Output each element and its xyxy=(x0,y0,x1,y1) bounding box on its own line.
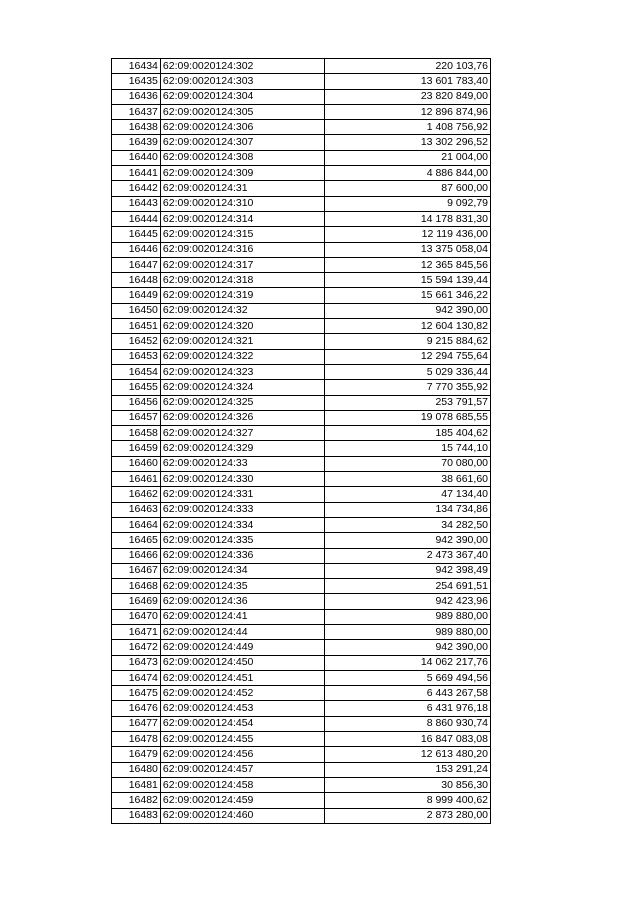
table-row xyxy=(112,395,491,410)
row-number: 16437 xyxy=(112,104,161,119)
row-number: 16438 xyxy=(112,120,161,135)
cadastral-value: 70 080,00 xyxy=(324,456,490,471)
table-row xyxy=(112,135,491,150)
cadastral-number: 62:09:0020124:309 xyxy=(160,166,324,181)
cadastral-number: 62:09:0020124:305 xyxy=(160,104,324,119)
row-number: 16450 xyxy=(112,303,161,318)
cadastral-value: 15 661 346,22 xyxy=(324,288,490,303)
row-number: 16455 xyxy=(112,380,161,395)
cadastral-value: 9 215 884,62 xyxy=(324,334,490,349)
table-row xyxy=(112,670,491,685)
cadastral-number: 62:09:0020124:31 xyxy=(160,181,324,196)
cadastral-number: 62:09:0020124:329 xyxy=(160,441,324,456)
cadastral-number: 62:09:0020124:324 xyxy=(160,380,324,395)
row-number: 16465 xyxy=(112,533,161,548)
cadastral-number: 62:09:0020124:333 xyxy=(160,502,324,517)
cadastral-value: 34 282,50 xyxy=(324,517,490,532)
cadastral-number: 62:09:0020124:325 xyxy=(160,395,324,410)
row-number: 16473 xyxy=(112,655,161,670)
cadastral-value: 12 294 755,64 xyxy=(324,349,490,364)
cadastral-value: 942 390,00 xyxy=(324,640,490,655)
cadastral-number: 62:09:0020124:449 xyxy=(160,640,324,655)
row-number: 16446 xyxy=(112,242,161,257)
cadastral-value: 942 390,00 xyxy=(324,303,490,318)
cadastral-value: 12 604 130,82 xyxy=(324,319,490,334)
cadastral-number: 62:09:0020124:316 xyxy=(160,242,324,257)
row-number: 16452 xyxy=(112,334,161,349)
cadastral-value: 2 873 280,00 xyxy=(324,808,490,823)
cadastral-value: 185 404,62 xyxy=(324,426,490,441)
table-row xyxy=(112,548,491,563)
cadastral-number: 62:09:0020124:41 xyxy=(160,609,324,624)
cadastral-number: 62:09:0020124:317 xyxy=(160,257,324,272)
table-row xyxy=(112,502,491,517)
table-row xyxy=(112,441,491,456)
cadastral-number: 62:09:0020124:457 xyxy=(160,762,324,777)
table-row xyxy=(112,563,491,578)
row-number: 16477 xyxy=(112,716,161,731)
cadastral-value: 87 600,00 xyxy=(324,181,490,196)
table-row xyxy=(112,533,491,548)
row-number: 16482 xyxy=(112,793,161,808)
cadastral-number: 62:09:0020124:458 xyxy=(160,777,324,792)
row-number: 16469 xyxy=(112,594,161,609)
row-number: 16456 xyxy=(112,395,161,410)
cadastral-number: 62:09:0020124:336 xyxy=(160,548,324,563)
table-row xyxy=(112,808,491,823)
row-number: 16436 xyxy=(112,89,161,104)
row-number: 16463 xyxy=(112,502,161,517)
table-row xyxy=(112,456,491,471)
table-row xyxy=(112,579,491,594)
row-number: 16475 xyxy=(112,686,161,701)
table-row xyxy=(112,196,491,211)
cadastral-value: 12 896 874,96 xyxy=(324,104,490,119)
table-row xyxy=(112,716,491,731)
table-row xyxy=(112,609,491,624)
cadastral-value: 989 880,00 xyxy=(324,624,490,639)
cadastral-value: 942 398,49 xyxy=(324,563,490,578)
table-row xyxy=(112,120,491,135)
cadastral-value: 23 820 849,00 xyxy=(324,89,490,104)
row-number: 16448 xyxy=(112,273,161,288)
table-row xyxy=(112,166,491,181)
cadastral-number: 62:09:0020124:331 xyxy=(160,487,324,502)
row-number: 16474 xyxy=(112,670,161,685)
row-number: 16444 xyxy=(112,211,161,226)
cadastral-number: 62:09:0020124:34 xyxy=(160,563,324,578)
cadastral-value: 6 443 267,58 xyxy=(324,686,490,701)
table-row xyxy=(112,74,491,89)
row-number: 16460 xyxy=(112,456,161,471)
cadastral-number: 62:09:0020124:44 xyxy=(160,624,324,639)
cadastral-number: 62:09:0020124:450 xyxy=(160,655,324,670)
row-number: 16434 xyxy=(112,59,161,74)
cadastral-number: 62:09:0020124:451 xyxy=(160,670,324,685)
cadastral-number: 62:09:0020124:321 xyxy=(160,334,324,349)
table-row xyxy=(112,747,491,762)
cadastral-number: 62:09:0020124:335 xyxy=(160,533,324,548)
cadastral-value-table xyxy=(111,58,491,824)
cadastral-number: 62:09:0020124:459 xyxy=(160,793,324,808)
row-number: 16441 xyxy=(112,166,161,181)
cadastral-value: 253 791,57 xyxy=(324,395,490,410)
table-row xyxy=(112,594,491,609)
cadastral-value: 13 302 296,52 xyxy=(324,135,490,150)
table-row xyxy=(112,701,491,716)
cadastral-value: 15 594 139,44 xyxy=(324,273,490,288)
row-number: 16447 xyxy=(112,257,161,272)
cadastral-number: 62:09:0020124:334 xyxy=(160,517,324,532)
cadastral-number: 62:09:0020124:314 xyxy=(160,211,324,226)
cadastral-number: 62:09:0020124:315 xyxy=(160,227,324,242)
row-number: 16480 xyxy=(112,762,161,777)
row-number: 16453 xyxy=(112,349,161,364)
cadastral-number: 62:09:0020124:33 xyxy=(160,456,324,471)
cadastral-value: 4 886 844,00 xyxy=(324,166,490,181)
cadastral-value: 1 408 756,92 xyxy=(324,120,490,135)
cadastral-value: 942 423,96 xyxy=(324,594,490,609)
cadastral-value: 220 103,76 xyxy=(324,59,490,74)
row-number: 16449 xyxy=(112,288,161,303)
table-row xyxy=(112,732,491,747)
row-number: 16462 xyxy=(112,487,161,502)
cadastral-value: 12 365 845,56 xyxy=(324,257,490,272)
row-number: 16439 xyxy=(112,135,161,150)
table-row xyxy=(112,777,491,792)
row-number: 16464 xyxy=(112,517,161,532)
cadastral-value: 153 291,24 xyxy=(324,762,490,777)
cadastral-number: 62:09:0020124:318 xyxy=(160,273,324,288)
row-number: 16443 xyxy=(112,196,161,211)
row-number: 16466 xyxy=(112,548,161,563)
cadastral-number: 62:09:0020124:35 xyxy=(160,579,324,594)
cadastral-number: 62:09:0020124:308 xyxy=(160,150,324,165)
table-row xyxy=(112,181,491,196)
table-row xyxy=(112,624,491,639)
row-number: 16442 xyxy=(112,181,161,196)
table-row xyxy=(112,410,491,425)
cadastral-value: 38 661,60 xyxy=(324,472,490,487)
cadastral-number: 62:09:0020124:456 xyxy=(160,747,324,762)
cadastral-value: 12 613 480,20 xyxy=(324,747,490,762)
cadastral-number: 62:09:0020124:452 xyxy=(160,686,324,701)
table-row xyxy=(112,319,491,334)
table-row xyxy=(112,104,491,119)
cadastral-number: 62:09:0020124:454 xyxy=(160,716,324,731)
cadastral-value: 942 390,00 xyxy=(324,533,490,548)
table-row xyxy=(112,364,491,379)
row-number: 16467 xyxy=(112,563,161,578)
table-row xyxy=(112,211,491,226)
row-number: 16440 xyxy=(112,150,161,165)
cadastral-value: 13 601 783,40 xyxy=(324,74,490,89)
row-number: 16445 xyxy=(112,227,161,242)
row-number: 16481 xyxy=(112,777,161,792)
table-row xyxy=(112,793,491,808)
row-number: 16451 xyxy=(112,319,161,334)
cadastral-number: 62:09:0020124:320 xyxy=(160,319,324,334)
cadastral-number: 62:09:0020124:306 xyxy=(160,120,324,135)
cadastral-number: 62:09:0020124:307 xyxy=(160,135,324,150)
cadastral-number: 62:09:0020124:460 xyxy=(160,808,324,823)
table-row xyxy=(112,426,491,441)
cadastral-number: 62:09:0020124:330 xyxy=(160,472,324,487)
row-number: 16468 xyxy=(112,579,161,594)
table-row xyxy=(112,227,491,242)
cadastral-value: 13 375 058,04 xyxy=(324,242,490,257)
row-number: 16470 xyxy=(112,609,161,624)
table-row xyxy=(112,242,491,257)
cadastral-value: 2 473 367,40 xyxy=(324,548,490,563)
cadastral-value: 9 092,79 xyxy=(324,196,490,211)
table-row xyxy=(112,472,491,487)
cadastral-number: 62:09:0020124:453 xyxy=(160,701,324,716)
table-row xyxy=(112,762,491,777)
row-number: 16471 xyxy=(112,624,161,639)
table-row xyxy=(112,334,491,349)
cadastral-number: 62:09:0020124:310 xyxy=(160,196,324,211)
cadastral-number: 62:09:0020124:36 xyxy=(160,594,324,609)
cadastral-value: 14 178 831,30 xyxy=(324,211,490,226)
table-row xyxy=(112,59,491,74)
row-number: 16479 xyxy=(112,747,161,762)
table-row xyxy=(112,273,491,288)
table-row xyxy=(112,349,491,364)
cadastral-value: 134 734,86 xyxy=(324,502,490,517)
cadastral-value: 21 004,00 xyxy=(324,150,490,165)
table-row xyxy=(112,89,491,104)
cadastral-value: 16 847 083,08 xyxy=(324,732,490,747)
cadastral-number: 62:09:0020124:303 xyxy=(160,74,324,89)
cadastral-value: 47 134,40 xyxy=(324,487,490,502)
cadastral-value: 8 999 400,62 xyxy=(324,793,490,808)
cadastral-number: 62:09:0020124:326 xyxy=(160,410,324,425)
cadastral-value: 5 029 336,44 xyxy=(324,364,490,379)
row-number: 16478 xyxy=(112,732,161,747)
table-row xyxy=(112,150,491,165)
cadastral-value: 12 119 436,00 xyxy=(324,227,490,242)
table-row xyxy=(112,640,491,655)
cadastral-number: 62:09:0020124:327 xyxy=(160,426,324,441)
cadastral-value: 19 078 685,55 xyxy=(324,410,490,425)
cadastral-number: 62:09:0020124:304 xyxy=(160,89,324,104)
cadastral-value: 7 770 355,92 xyxy=(324,380,490,395)
cadastral-number: 62:09:0020124:32 xyxy=(160,303,324,318)
row-number: 16454 xyxy=(112,364,161,379)
row-number: 16461 xyxy=(112,472,161,487)
table-row xyxy=(112,380,491,395)
row-number: 16458 xyxy=(112,426,161,441)
cadastral-number: 62:09:0020124:455 xyxy=(160,732,324,747)
table-row xyxy=(112,303,491,318)
cadastral-number: 62:09:0020124:302 xyxy=(160,59,324,74)
row-number: 16472 xyxy=(112,640,161,655)
cadastral-number: 62:09:0020124:319 xyxy=(160,288,324,303)
row-number: 16476 xyxy=(112,701,161,716)
cadastral-value: 14 062 217,76 xyxy=(324,655,490,670)
table-row xyxy=(112,517,491,532)
cadastral-value: 6 431 976,18 xyxy=(324,701,490,716)
row-number: 16459 xyxy=(112,441,161,456)
table-row xyxy=(112,288,491,303)
row-number: 16457 xyxy=(112,410,161,425)
cadastral-value: 8 860 930,74 xyxy=(324,716,490,731)
table-row xyxy=(112,655,491,670)
table-body xyxy=(112,59,491,824)
cadastral-value: 30 856,30 xyxy=(324,777,490,792)
cadastral-value: 5 669 494,56 xyxy=(324,670,490,685)
table-row xyxy=(112,686,491,701)
table-row xyxy=(112,487,491,502)
cadastral-value: 989 880,00 xyxy=(324,609,490,624)
cadastral-number: 62:09:0020124:322 xyxy=(160,349,324,364)
row-number: 16483 xyxy=(112,808,161,823)
cadastral-number: 62:09:0020124:323 xyxy=(160,364,324,379)
table-row xyxy=(112,257,491,272)
cadastral-value: 15 744,10 xyxy=(324,441,490,456)
cadastral-value: 254 691,51 xyxy=(324,579,490,594)
row-number: 16435 xyxy=(112,74,161,89)
